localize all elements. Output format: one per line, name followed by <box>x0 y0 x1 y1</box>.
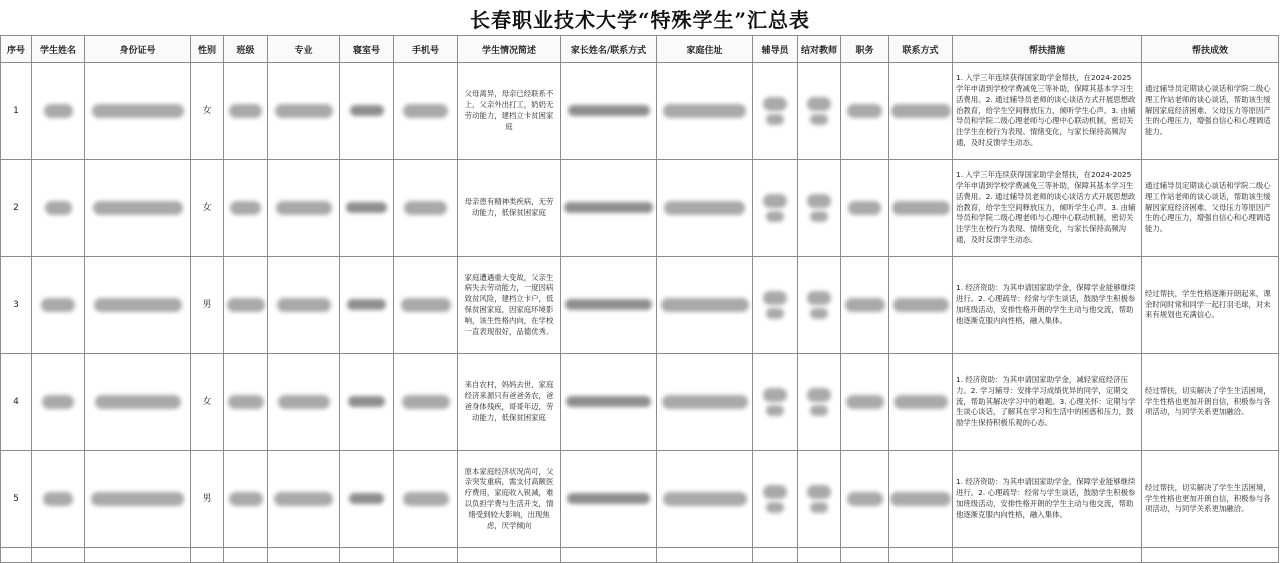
redacted-blur <box>807 485 831 499</box>
cell-no: 4 <box>1 354 32 451</box>
cell-id <box>85 451 191 548</box>
redacted-blur <box>94 298 182 312</box>
header-parent-contact: 家长姓名/联系方式 <box>561 36 657 63</box>
cell-mentor <box>798 63 841 160</box>
table-row <box>1 257 1279 354</box>
table-body <box>1 63 1279 563</box>
table-row <box>1 451 1279 548</box>
header-id-number: 身份证号 <box>85 36 191 63</box>
cell-measures: 1. 经济资助：为其申请国家助学金，减轻家庭经济压力。2. 学习辅导：安排学习成绩优异的同学，定期交流，帮助其解决学习中的难题。3. 心理关怀：定期与学生谈心谈话，了解其在学习和生活中的困惑和压力，鼓励学生保持积极乐观的心态。 <box>953 354 1142 451</box>
cell-contact <box>889 257 953 354</box>
cell-empty <box>340 548 394 563</box>
redacted-blur <box>274 492 333 506</box>
table-row <box>1 354 1279 451</box>
cell-empty <box>268 548 340 563</box>
redacted-blur <box>810 211 828 222</box>
cell-empty <box>798 548 841 563</box>
cell-position <box>841 63 889 160</box>
cell-gender: 女 <box>191 160 224 257</box>
redacted-blur <box>403 104 448 118</box>
cell-empty <box>1142 548 1279 563</box>
redacted-blur <box>92 104 184 118</box>
redacted-blur <box>43 492 73 506</box>
cell-parent <box>561 257 657 354</box>
cell-empty <box>32 548 85 563</box>
redacted-blur <box>810 308 828 319</box>
table-header-row <box>1 36 1279 63</box>
cell-measures: 1. 经济资助：为其申请国家助学金，保障学业能够继续进行。2. 心理疏导：经常与学生谈话，鼓励学生积极参加班级活动，安排性格开朗的学生主动与他交流，帮助他逐渐克服内向性格，融入集体。 <box>953 451 1142 548</box>
cell-gender: 男 <box>191 451 224 548</box>
header-gender: 性别 <box>191 36 224 63</box>
redacted-blur <box>810 114 828 125</box>
redacted-blur <box>766 114 784 125</box>
cell-address <box>657 160 753 257</box>
redacted-blur <box>766 405 784 416</box>
cell-gender: 女 <box>191 354 224 451</box>
redacted-blur <box>766 308 784 319</box>
redacted-blur <box>807 291 831 305</box>
redacted-blur <box>846 395 884 409</box>
cell-empty <box>85 548 191 563</box>
redacted-blur <box>807 97 831 111</box>
cell-results: 通过辅导员定期谈心谈话和学院二级心理工作站老师的谈心谈话，帮助该生缓解因家庭经济困难、父母压力等原因产生的心理压力，增强自信心和心理调适能力。 <box>1142 160 1279 257</box>
redacted-blur <box>568 105 650 116</box>
redacted-blur <box>227 298 265 312</box>
cell-empty <box>841 548 889 563</box>
redacted-blur <box>276 201 332 215</box>
cell-empty <box>953 548 1142 563</box>
table-row <box>1 63 1279 160</box>
redacted-blur <box>349 493 384 504</box>
cell-situation: 原本家庭经济状况尚可，父亲突发重病，需支付高额医疗费用，家庭收入锐减，难以负担学费与生活开支，情绪受到较大影响，出现焦虑，厌学倾向 <box>458 451 561 548</box>
header-index: 序号 <box>1 36 32 63</box>
cell-empty <box>889 548 953 563</box>
cell-id <box>85 160 191 257</box>
cell-phone <box>394 63 458 160</box>
header-mentor: 结对教师 <box>798 36 841 63</box>
cell-class <box>224 451 268 548</box>
cell-empty <box>753 548 798 563</box>
redacted-blur <box>275 104 333 118</box>
redacted-blur <box>95 395 181 409</box>
redacted-blur <box>41 298 75 312</box>
cell-dorm <box>340 160 394 257</box>
redacted-blur <box>564 202 653 213</box>
redacted-blur <box>763 97 787 111</box>
header-phone: 手机号 <box>394 36 458 63</box>
cell-mentor <box>798 257 841 354</box>
cell-results: 经过帮扶，切实解决了学生生活困境，学生性格也更加开朗自信，积极参与各项活动，与同学关系更加融洽。 <box>1142 451 1279 548</box>
cell-gender: 男 <box>191 257 224 354</box>
cell-major <box>268 354 340 451</box>
redacted-blur <box>848 201 881 215</box>
summary-table <box>0 35 1279 563</box>
cell-empty <box>224 548 268 563</box>
cell-parent <box>561 354 657 451</box>
redacted-blur <box>766 502 784 513</box>
cell-class <box>224 354 268 451</box>
cell-counselor <box>753 160 798 257</box>
cell-id <box>85 354 191 451</box>
redacted-blur <box>847 104 882 118</box>
cell-position <box>841 451 889 548</box>
cell-parent <box>561 451 657 548</box>
redacted-blur <box>350 105 384 116</box>
cell-results: 经过帮扶，切实解决了学生生活困境，学生性格也更加开朗自信，积极参与各项活动，与同学关系更加融洽。 <box>1142 354 1279 451</box>
cell-address <box>657 63 753 160</box>
cell-dorm <box>340 354 394 451</box>
cell-class <box>224 257 268 354</box>
redacted-blur <box>277 298 331 312</box>
cell-name <box>32 257 85 354</box>
cell-situation: 母亲患有精神类疾病，无劳动能力，低保贫困家庭 <box>458 160 561 257</box>
redacted-blur <box>401 298 451 312</box>
redacted-blur <box>892 201 950 215</box>
redacted-blur <box>894 395 948 409</box>
cell-mentor <box>798 354 841 451</box>
cell-dorm <box>340 257 394 354</box>
cell-class <box>224 63 268 160</box>
cell-counselor <box>753 451 798 548</box>
redacted-blur <box>664 201 745 215</box>
page-title: 长春职业技术大学“特殊学生”汇总表 <box>469 8 810 32</box>
cell-counselor <box>753 354 798 451</box>
redacted-blur <box>44 104 73 118</box>
cell-no: 3 <box>1 257 32 354</box>
redacted-blur <box>766 211 784 222</box>
cell-name <box>32 354 85 451</box>
cell-position <box>841 257 889 354</box>
redacted-blur <box>890 492 951 506</box>
header-position: 职务 <box>841 36 889 63</box>
cell-situation: 家庭遭遇重大变故，父亲生病失去劳动能力，一度因病致贫风险，建档立卡户，低保贫困家庭，因家庭环境影响，该生性格内向，在学校一直表现很好，品德优秀。 <box>458 257 561 354</box>
cell-id <box>85 63 191 160</box>
table-row <box>1 548 1279 563</box>
cell-no: 5 <box>1 451 32 548</box>
redacted-blur <box>810 502 828 513</box>
redacted-blur <box>845 298 885 312</box>
cell-empty <box>657 548 753 563</box>
cell-parent <box>561 160 657 257</box>
header-class: 班级 <box>224 36 268 63</box>
redacted-blur <box>346 202 387 213</box>
cell-gender: 女 <box>191 63 224 160</box>
header-counselor: 辅导员 <box>753 36 798 63</box>
redacted-blur <box>807 388 831 402</box>
redacted-blur <box>42 395 74 409</box>
cell-major <box>268 257 340 354</box>
cell-dorm <box>340 63 394 160</box>
cell-mentor <box>798 160 841 257</box>
redacted-blur <box>810 405 828 416</box>
header-contact: 联系方式 <box>889 36 953 63</box>
redacted-blur <box>567 493 650 504</box>
header-situation: 学生情况简述 <box>458 36 561 63</box>
header-major: 专业 <box>268 36 340 63</box>
cell-address <box>657 451 753 548</box>
cell-measures: 1. 经济资助：为其申请国家助学金，保障学业能够继续进行。2. 心理疏导：经常与学生谈话，鼓励学生积极参加班级活动，安排性格开朗的学生主动与他交流，帮助他逐渐克服内向性格，融入集体。 <box>953 257 1142 354</box>
redacted-blur <box>891 104 951 118</box>
redacted-blur <box>807 194 831 208</box>
cell-empty <box>191 548 224 563</box>
redacted-blur <box>663 104 746 118</box>
redacted-blur <box>228 395 264 409</box>
cell-empty <box>1 548 32 563</box>
redacted-blur <box>229 104 262 118</box>
cell-dorm <box>340 451 394 548</box>
redacted-blur <box>403 492 449 506</box>
cell-name <box>32 63 85 160</box>
redacted-blur <box>763 485 787 499</box>
redacted-blur <box>893 298 949 312</box>
redacted-blur <box>230 201 261 215</box>
cell-major <box>268 63 340 160</box>
cell-no: 2 <box>1 160 32 257</box>
redacted-blur <box>229 492 263 506</box>
cell-name <box>32 160 85 257</box>
redacted-blur <box>565 299 652 310</box>
redacted-blur <box>847 492 883 506</box>
cell-measures: 1. 入学三年连续获得国家助学金帮扶，在2024-2025学年申请到学校学费减免三等补助，保障其基本学习生活费用。2. 通过辅导员老师的谈心谈话方式开展思想政治教育，给学生空间释放压力，倾听学生心声。3. 由辅导员和学院二级心理老师与心理中心联动机制，密切关注学生在校行为表现、情绪变化，与家长保持高频沟通，及时反馈学生动态。 <box>953 160 1142 257</box>
redacted-blur <box>763 388 787 402</box>
redacted-blur <box>663 492 747 506</box>
cell-phone <box>394 451 458 548</box>
redacted-blur <box>661 298 749 312</box>
redacted-blur <box>402 395 450 409</box>
redacted-blur <box>278 395 330 409</box>
cell-address <box>657 257 753 354</box>
redacted-blur <box>91 492 184 506</box>
cell-no: 1 <box>1 63 32 160</box>
cell-phone <box>394 160 458 257</box>
cell-position <box>841 160 889 257</box>
cell-address <box>657 354 753 451</box>
header-student-name: 学生姓名 <box>32 36 85 63</box>
redacted-blur <box>93 201 183 215</box>
cell-situation: 父母离异，母亲已经联系不上，父亲外出打工，奶奶无劳动能力，建档立卡贫困家庭 <box>458 63 561 160</box>
cell-major <box>268 160 340 257</box>
redacted-blur <box>45 201 72 215</box>
cell-phone <box>394 257 458 354</box>
redacted-blur <box>566 396 651 407</box>
cell-counselor <box>753 257 798 354</box>
cell-id <box>85 257 191 354</box>
cell-results: 通过辅导员定期谈心谈话和学院二级心理工作站老师的谈心谈话，帮助该生缓解因家庭经济困难、父母压力等原因产生的心理压力，增强自信心和心理调适能力。 <box>1142 63 1279 160</box>
cell-contact <box>889 160 953 257</box>
header-dorm: 寝室号 <box>340 36 394 63</box>
cell-mentor <box>798 451 841 548</box>
cell-empty <box>561 548 657 563</box>
cell-results: 经过帮扶，学生性格逐渐开朗起来，课余时间时常和同学一起打羽毛球，对未来有规划也充满信心。 <box>1142 257 1279 354</box>
cell-name <box>32 451 85 548</box>
cell-empty <box>394 548 458 563</box>
table-row <box>1 160 1279 257</box>
redacted-blur <box>404 201 447 215</box>
header-measures: 帮扶措施 <box>953 36 1142 63</box>
header-results: 帮扶成效 <box>1142 36 1279 63</box>
cell-parent <box>561 63 657 160</box>
header-address: 家庭住址 <box>657 36 753 63</box>
cell-contact <box>889 63 953 160</box>
cell-class <box>224 160 268 257</box>
cell-empty <box>458 548 561 563</box>
cell-position <box>841 354 889 451</box>
cell-counselor <box>753 63 798 160</box>
cell-contact <box>889 451 953 548</box>
cell-major <box>268 451 340 548</box>
redacted-blur <box>662 395 748 409</box>
redacted-blur <box>763 194 787 208</box>
redacted-blur <box>348 396 385 407</box>
cell-phone <box>394 354 458 451</box>
cell-situation: 来自农村，妈妈去世，家庭经济来源只有爸爸务农，爸爸身体残疾，哥哥年迈，劳动能力，低保贫困家庭 <box>458 354 561 451</box>
redacted-blur <box>347 299 386 310</box>
redacted-blur <box>763 291 787 305</box>
cell-measures: 1. 入学三年连续获得国家助学金帮扶，在2024-2025学年申请到学校学费减免三等补助，保障其基本学习生活费用。2. 通过辅导员老师的谈心谈话方式开展思想政治教育，给学生空间释放压力，倾听学生心声。3. 由辅导员和学院二级心理老师与心理中心联动机制，密切关注学生在校行为表现、情绪变化，与家长保持高频沟通，及时反馈学生动态。 <box>953 63 1142 160</box>
cell-contact <box>889 354 953 451</box>
